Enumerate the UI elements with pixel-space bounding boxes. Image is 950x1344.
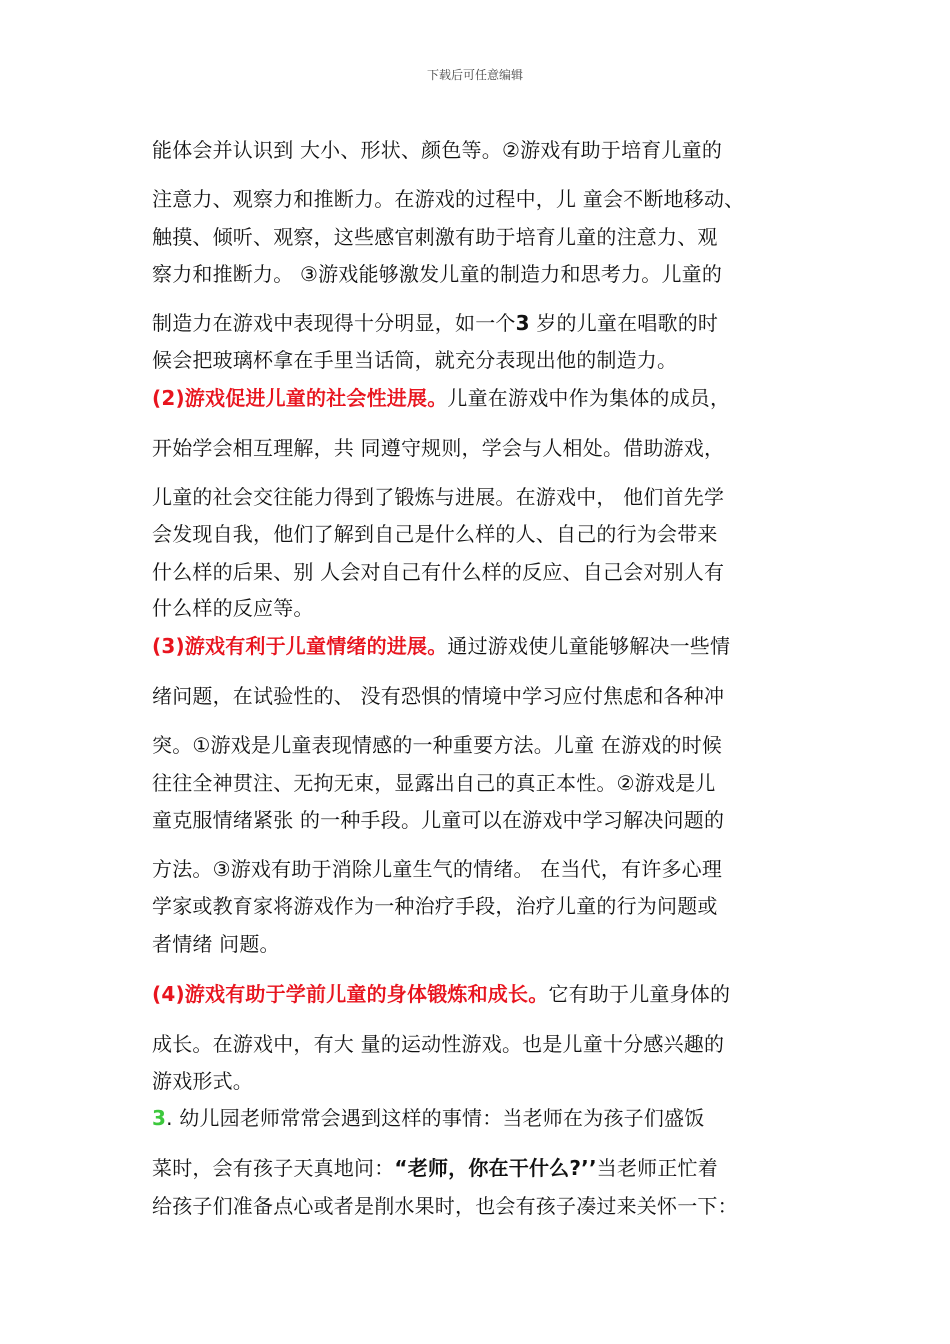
text-span: 岁的儿童在唱歌的时 xyxy=(529,311,719,335)
text-span: 儿童在游戏中作为集体的成员， xyxy=(447,386,731,410)
text-line: 会发现自我，他们了解到自己是什么样的人、自己的行为会带来 xyxy=(152,522,718,546)
text-span: 它有助于儿童身体的 xyxy=(548,982,731,1006)
text-line xyxy=(152,1106,704,1130)
section-heading: (4)游戏有助于学前儿童的身体锻炼和成长。 xyxy=(152,982,549,1006)
text-line: 开始学会相互理解，共 同遵守规则，学会与人相处。借助游戏， xyxy=(152,436,725,460)
quote-bold: “老师，你在干什么?’’ xyxy=(394,1156,597,1180)
text-span: 菜时，会有孩子天真地问： xyxy=(152,1156,395,1180)
text-line: 候会把玻璃杯拿在手里当话筒，就充分表现出他的制造力。 xyxy=(152,348,678,372)
number-bold: 3 xyxy=(515,311,530,335)
text-line: 什么样的后果、别 人会对自己有什么样的反应、自己会对别人有 xyxy=(152,560,725,584)
section-heading: (3)游戏有利于儿童情绪的进展。 xyxy=(152,634,448,658)
text-line: 儿童的社会交往能力得到了锻炼与进展。在游戏中， 他们首先学 xyxy=(152,485,725,509)
text-span: . 幼儿园老师常常会遇到这样的事情：当老师在为孩子们盛饭 xyxy=(166,1106,705,1130)
text-line: 绪问题，在试验性的、 没有恐惧的情境中学习应付焦虑和各种冲 xyxy=(152,684,725,708)
text-line: 童克服情绪紧张 的一种手段。儿童可以在游戏中学习解决问题的 xyxy=(152,808,725,832)
question-number: 3 xyxy=(152,1106,167,1130)
text-line: 察力和推断力。 ③游戏能够激发儿童的制造力和思考力。儿童的 xyxy=(152,262,723,286)
section-heading: (2)游戏促进儿童的社会性进展。 xyxy=(152,386,448,410)
text-line: 什么样的反应等。 xyxy=(152,596,314,620)
text-line: 给孩子们准备点心或者是削水果时，也会有孩子凑过来关怀一下： xyxy=(152,1194,738,1218)
text-line xyxy=(152,982,730,1006)
text-span: 当老师正忙着 xyxy=(596,1156,718,1180)
text-line: 触摸、倾听、观察，这些感官刺激有助于培育儿童的注意力、观 xyxy=(152,225,718,249)
text-line: 者情绪 问题。 xyxy=(152,932,280,956)
page-header: 下载后可任意编辑 xyxy=(426,68,523,82)
text-span: 通过游戏使儿童能够解决一些情 xyxy=(447,634,731,658)
text-line: 突。①游戏是儿童表现情感的一种重要方法。儿童 在游戏的时候 xyxy=(152,733,723,757)
text-line xyxy=(152,311,718,335)
text-line: 往往全神贯注、无拘无束，显露出自己的真正本性。②游戏是儿 xyxy=(152,771,716,795)
text-span: 制造力在游戏中表现得十分明显，如一个 xyxy=(152,311,516,335)
text-line: 游戏形式。 xyxy=(152,1069,253,1093)
text-line: 注意力、观察力和推断力。在游戏的过程中，儿 童会不断地移动、 xyxy=(152,187,745,211)
text-line: 能体会并认识到 大小、形状、颜色等。②游戏有助于培育儿童的 xyxy=(152,138,723,162)
text-line: 方法。③游戏有助于消除儿童生气的情绪。 在当代，有许多心理 xyxy=(152,857,723,881)
text-line xyxy=(152,634,730,658)
text-line: 学家或教育家将游戏作为一种治疗手段，治疗儿童的行为问题或 xyxy=(152,894,718,918)
text-line: 成长。在游戏中，有大 量的运动性游戏。也是儿童十分感兴趣的 xyxy=(152,1032,725,1056)
text-line xyxy=(152,386,730,410)
text-line xyxy=(152,1156,718,1180)
